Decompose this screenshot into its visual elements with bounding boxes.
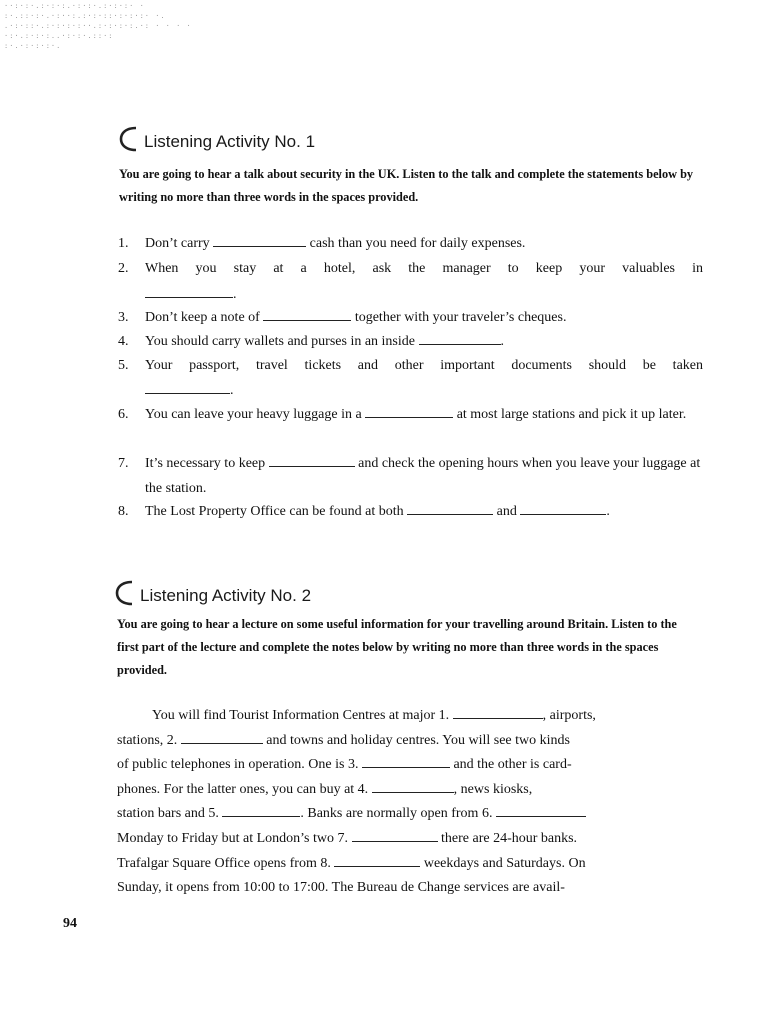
question-text: and check the opening hours when you leave your luggage at the station. [145, 456, 701, 496]
question-6 [118, 403, 703, 428]
scan-noise: :·.·:·:·:·. [4, 42, 62, 50]
question-text: The Lost Property Office can be found at both [145, 504, 404, 519]
question-2-continued [118, 283, 703, 308]
paragraph-text: Sunday, it opens from 10:00 to 17:00. The Bureau de Change services are avail- [117, 880, 565, 896]
activity-1-instructions: You are going to hear a talk about security in the UK. Listen to the talk and complete the statements below by writing no more than three words in the spaces provided. [119, 167, 694, 204]
question-number: 6. [118, 407, 129, 422]
answer-blank[interactable] [213, 245, 306, 247]
question-text: Your passport, travel tickets and other important documents should be taken [145, 358, 703, 373]
answer-blank[interactable] [365, 416, 453, 418]
paragraph-text: there are 24-hour banks. [441, 830, 578, 846]
question-text: cash than you need for daily expenses. [309, 236, 526, 251]
answer-blank[interactable] [334, 865, 420, 867]
answer-blank[interactable] [496, 815, 586, 817]
paragraph-text: and towns and holiday centres. You will see two kinds [266, 732, 570, 748]
question-text: . [606, 504, 610, 519]
answer-blank[interactable] [362, 766, 450, 768]
paragraph-text: . Banks are normally open from 6. [300, 806, 493, 822]
question-text: It’s necessary to keep [145, 456, 266, 471]
activity-1-title: Listening Activity No. 1 [144, 132, 316, 151]
answer-blank[interactable] [269, 465, 355, 467]
question-number: 5. [118, 358, 129, 373]
answer-blank[interactable] [407, 513, 493, 515]
paragraph-text: Monday to Friday but at London’s two 7. [117, 830, 348, 846]
question-5 [118, 354, 703, 379]
question-text: and [496, 504, 517, 519]
answer-blank[interactable] [453, 717, 543, 719]
question-text: You should carry wallets and purses in an inside [145, 334, 415, 349]
paragraph-text: , airports, [542, 708, 596, 723]
answer-blank[interactable] [419, 343, 501, 345]
answer-blank[interactable] [263, 319, 351, 321]
activity-2-title: Listening Activity No. 2 [140, 586, 312, 605]
scan-noise: ··:·:·.:·:·:.·:·:·.:·:·:· · [4, 2, 145, 10]
question-text: When you stay at a hotel, ask the manager to keep your valuables in [145, 261, 703, 276]
paragraph-text: phones. For the latter ones, you can buy at 4. [117, 781, 369, 797]
question-3 [118, 306, 703, 331]
answer-blank[interactable] [145, 392, 230, 394]
question-text: together with your traveler’s cheques. [354, 310, 567, 325]
answer-blank[interactable] [352, 840, 438, 842]
paragraph-text: and the other is card- [453, 757, 572, 773]
paragraph-text: station bars and 5. [117, 806, 219, 822]
question-text: . [230, 383, 234, 398]
scan-noise: ·:·.:·:·:..·:·:·.::·: [4, 32, 114, 40]
scan-noise: .·:·::·.:·:·:·:··.:·:·:·:.·: · · · · [4, 22, 192, 30]
question-text: Don’t carry [145, 236, 210, 251]
activity-2-heading [114, 580, 311, 606]
paragraph-text: , news kiosks, [453, 781, 533, 797]
question-7 [118, 452, 703, 501]
answer-blank[interactable] [181, 742, 263, 744]
paragraph-text: You will find Tourist Information Centres at major 1. [152, 708, 450, 723]
paragraph-text: stations, 2. [117, 732, 178, 748]
answer-blank[interactable] [520, 513, 606, 515]
question-number: 8. [118, 504, 129, 519]
question-8 [118, 500, 703, 525]
scan-noise: :·.::·:·.·:··:.:·:·::·:·:·:· ·. [4, 12, 166, 20]
paragraph-text: of public telephones in operation. One is 3. [117, 757, 359, 773]
question-number: 1. [118, 236, 129, 251]
notes-paragraph [117, 704, 697, 901]
activity-2-instructions: You are going to hear a lecture on some useful information for your travelling around Britain. Listen to the first part of the lecture and complete the notes below by writing no more than three words in the spaces provided. [117, 617, 677, 677]
question-text: . [233, 287, 237, 302]
question-1 [118, 232, 703, 257]
question-text: Don’t keep a note of [145, 310, 260, 325]
paragraph-text: Trafalgar Square Office opens from 8. [117, 855, 331, 871]
answer-blank[interactable] [222, 815, 300, 817]
question-2 [118, 257, 703, 282]
question-5-continued [118, 379, 703, 404]
paragraph-text: weekdays and Saturdays. On [423, 855, 586, 871]
question-text: . [500, 334, 504, 349]
question-number: 4. [118, 334, 129, 349]
question-4 [118, 330, 703, 355]
bracket-icon [114, 580, 136, 606]
answer-blank[interactable] [372, 791, 454, 793]
question-number: 2. [118, 261, 129, 276]
question-number: 3. [118, 310, 129, 325]
activity-1-heading [118, 126, 315, 152]
answer-blank[interactable] [145, 296, 233, 298]
bracket-icon [118, 126, 140, 152]
page-number: 94 [63, 916, 77, 931]
question-number: 7. [118, 456, 129, 471]
question-text: at most large stations and pick it up later. [456, 407, 687, 422]
question-text: You can leave your heavy luggage in a [145, 407, 362, 422]
